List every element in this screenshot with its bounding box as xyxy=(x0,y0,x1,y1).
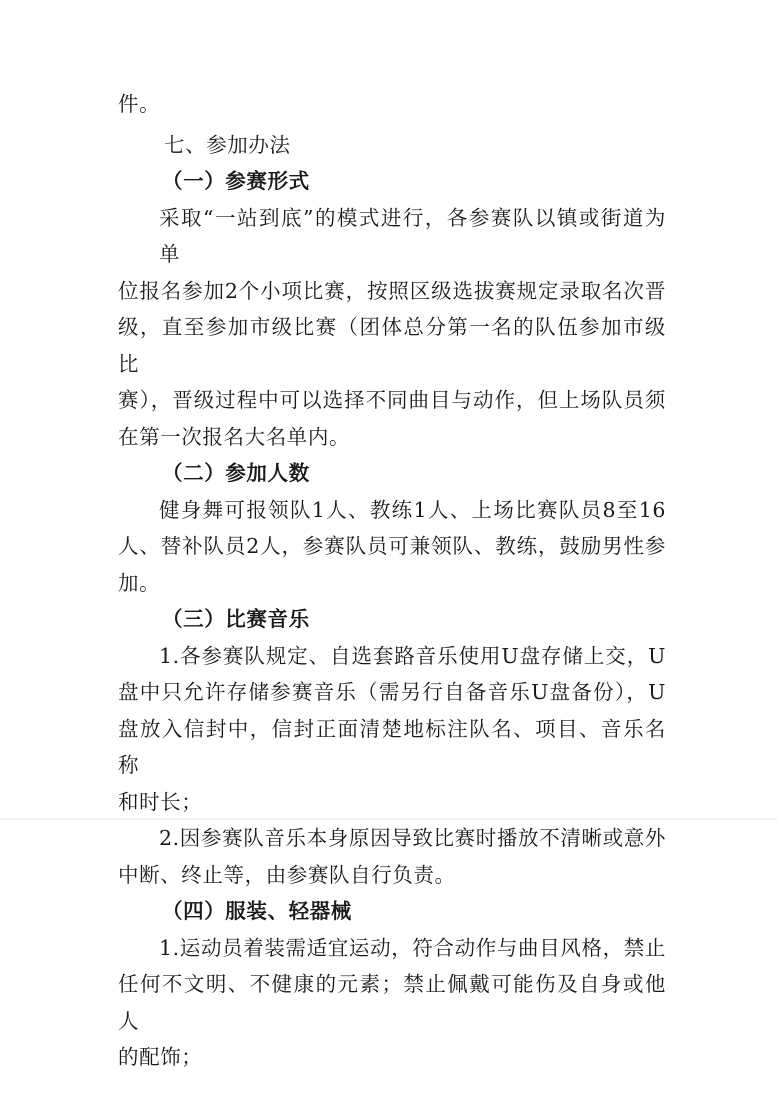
document-body xyxy=(118,86,666,1076)
subsection-heading: （三）比赛音乐 xyxy=(162,607,310,631)
paragraph-line: 1.运动员着装需适宜运动，符合动作与曲目风格，禁止 xyxy=(159,935,666,960)
paragraph-line: 盘中只允许存储参赛音乐（需另行自备音乐U盘备份），U xyxy=(118,680,666,704)
text-line: 件。 xyxy=(118,92,161,116)
paragraph-line: 人、替补队员2人，参赛队员可兼领队、教练，鼓励男性参 xyxy=(118,534,666,558)
paragraph-line: 和时长； xyxy=(118,789,203,814)
paragraph-line: 中断、终止等，由参赛队自行负责。 xyxy=(118,862,456,887)
paragraph-line: 健身舞可报领队1人、教练1人、上场比赛队员8至16 xyxy=(159,497,666,522)
paragraph-line: 的配饰； xyxy=(118,1045,203,1069)
paragraph-line: 在第一次报名大名单内。 xyxy=(118,424,351,449)
subsection-heading: （一）参赛形式 xyxy=(162,169,310,193)
paragraph-line: 盘放入信封中，信封正面清楚地标注队名、项目、音乐名称 xyxy=(118,716,666,777)
paragraph-line: 任何不文明、不健康的元素；禁止佩戴可能伤及自身或他人 xyxy=(118,972,666,1033)
paragraph-line: 位报名参加2个小项比赛，按照区级选拔赛规定录取名次晋 xyxy=(118,278,666,303)
paragraph-line: 加。 xyxy=(118,570,161,595)
subsection-heading: （四）服装、轻器械 xyxy=(162,899,352,923)
paragraph-line: 赛），晋级过程中可以选择不同曲目与动作，但上场队员须 xyxy=(118,388,666,412)
paragraph-line: 采取“一站到底”的模式进行，各参赛队以镇或街道为单 xyxy=(159,205,666,266)
paragraph-line: 级，直至参加市级比赛（团体总分第一名的队伍参加市级比 xyxy=(118,315,666,376)
paragraph-line: 1.各参赛队规定、自选套路音乐使用U盘存储上交，U xyxy=(159,643,666,668)
paragraph-line: 2.因参赛队音乐本身原因导致比赛时播放不清晰或意外 xyxy=(159,826,666,850)
section-heading: 七、参加办法 xyxy=(164,132,291,157)
subsection-heading: （二）参加人数 xyxy=(162,461,310,485)
